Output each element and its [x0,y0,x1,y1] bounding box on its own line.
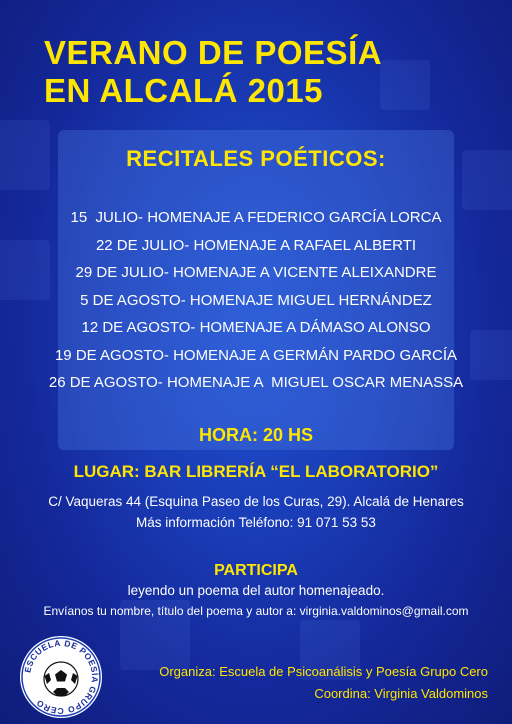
school-logo [20,636,102,718]
event-list [0,204,512,397]
event-item: 26 DE AGOSTO- HOMENAJE A MIGUEL OSCAR MENASSA [48,374,464,391]
coordinator-text: Coordina: Virginia Valdominos [314,686,488,701]
background-tile [380,60,430,110]
logo-text: ESCUELA DE POESÍA GRUPO CERO [22,637,101,717]
event-item: 22 DE JULIO- HOMENAJE A RAFAEL ALBERTI [95,236,417,254]
poster-title [44,34,382,110]
time-label: HORA: 20 HS [198,425,314,445]
title-line-2: EN ALCALÁ 2015 [44,72,324,109]
event-item: 12 DE AGOSTO- HOMENAJE A DÁMASO ALONSO [81,319,431,336]
title-line-1: VERANO DE POESÍA [44,34,383,71]
participate-heading: PARTICIPA [214,562,298,579]
contact-text: Envíanos tu nombre, título del poema y autor a: virginia.valdominos@gmail.com [43,604,469,618]
event-item: 15 JULIO- HOMENAJE A FEDERICO GARCÍA LORCA [70,209,442,226]
event-item: 5 DE AGOSTO- HOMENAJE MIGUEL HERNÁNDEZ [80,291,432,309]
phone-text: Más información Teléfono: 91 071 53 53 [136,515,376,530]
soccer-ball-icon [20,636,102,718]
organizer-text: Organiza: Escuela de Psicoanálisis y Poesía Grupo Cero [159,664,488,679]
recitals-heading: RECITALES POÉTICOS: [126,146,386,171]
address-text: C/ Vaqueras 44 (Esquina Paseo de los Curas, 29). Alcalá de Henares [48,494,464,509]
event-item: 29 DE JULIO- HOMENAJE A VICENTE ALEIXANDRE [75,264,437,281]
venue-label: LUGAR: BAR LIBRERÍA “EL LABORATORIO” [73,462,439,481]
event-item: 19 DE AGOSTO- HOMENAJE A GERMÁN PARDO GARCÍA [54,346,458,364]
participate-text: leyendo un poema del autor homenajeado. [127,583,385,598]
